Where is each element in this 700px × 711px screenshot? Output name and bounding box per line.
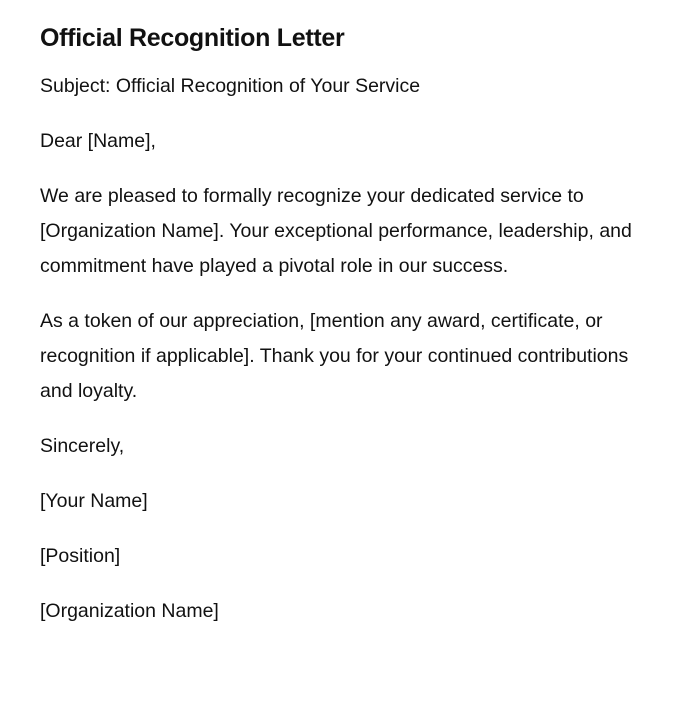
- body-paragraph: We are pleased to formally recognize your dedicated service to [Organization Name]. Your exceptional performance, leadership, and commitment have played a pivotal role in our success.: [40, 185, 632, 277]
- greeting: Dear [Name],: [40, 130, 156, 152]
- letter-title: Official Recognition Letter: [40, 24, 345, 52]
- signature-organization: [Organization Name]: [40, 600, 219, 622]
- signature-position: [Position]: [40, 545, 121, 567]
- subject-line: Subject: Official Recognition of Your Service: [40, 75, 421, 97]
- signature-name: [Your Name]: [40, 490, 148, 512]
- body-paragraph: As a token of our appreciation, [mention any award, certificate, or recognition if applicable]. Thank you for your continued contributions and loyalty.: [40, 310, 629, 402]
- closing: Sincerely,: [40, 435, 125, 457]
